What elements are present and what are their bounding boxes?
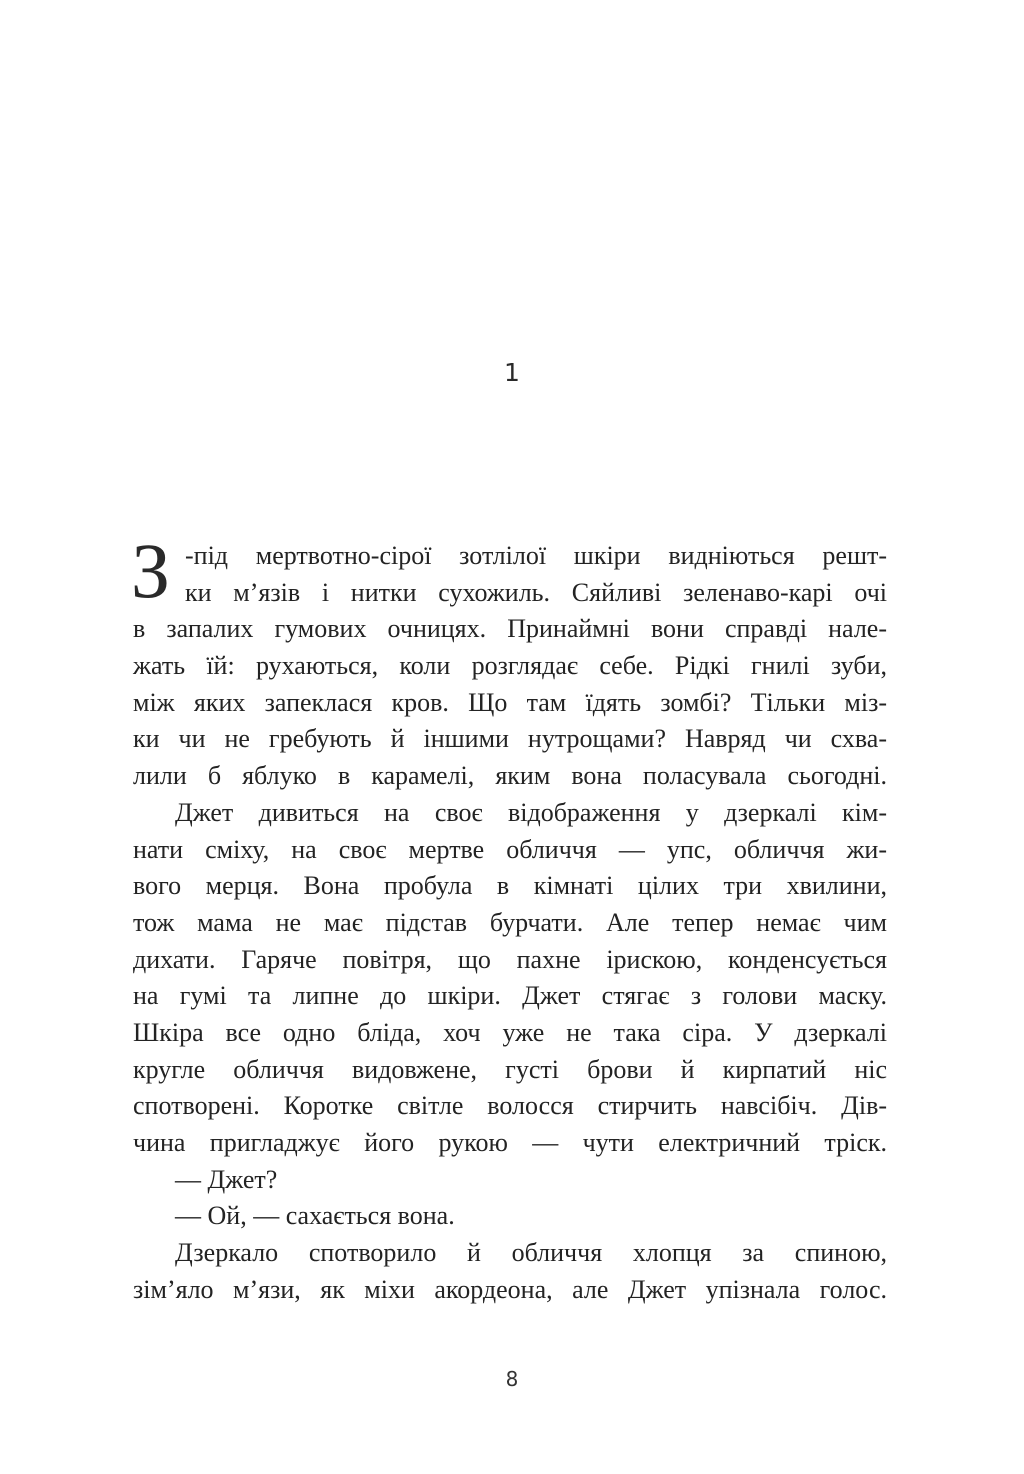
text-line: на гумі та липне до шкіри. Джет стягає з голови маску. [133, 981, 887, 1011]
text-line: чина пригладжує його рукою — чути електричний тріск. [133, 1128, 887, 1157]
text-line: Шкіра все одно бліда, хоч уже не така сіра. У дзеркалі [133, 1017, 887, 1047]
text-line: тож мама не має підстав бурчати. Але тепер немає чим [133, 907, 887, 937]
text-line: Дзеркало спотворило й обличчя хлопця за спиною, [175, 1238, 887, 1268]
text-line: кругле обличчя видовжене, густі брови й кирпатий ніс [133, 1054, 887, 1084]
dialogue-line: — Ой, — сахається вона. [175, 1201, 455, 1231]
text-line: ки м’язів і нитки сухожиль. Сяйливі зеленаво-карі очі [185, 577, 887, 607]
text-line: ки чи не гребують й іншими нутрощами? Навряд чи схва- [133, 724, 887, 754]
text-line: дихати. Гаряче повітря, що пахне ірискою, конденсується [133, 944, 887, 974]
drop-cap: З [131, 527, 171, 614]
text-line: вого мерця. Вона пробула в кімнаті цілих три хвилини, [133, 871, 887, 901]
dialogue-line: — Джет? [175, 1164, 278, 1194]
text-line: між яких запеклася кров. Що там їдять зомбі? Тільки міз- [133, 687, 887, 717]
text-line: в запалих гумових очницях. Принаймні вони справді нале- [133, 614, 887, 644]
text-line: нати сміху, на своє мертве обличчя — упс, обличчя жи- [133, 834, 887, 864]
chapter-number: 1 [504, 358, 520, 387]
text-line: лили б яблуко в карамелі, яким вона поласувала сьогодні. [133, 761, 887, 791]
text-line: -під мертвотно-сірої зотлілої шкіри видніються решт- [185, 541, 887, 570]
text-line: спотворені. Коротке світле волосся стирчить навсібіч. Дів- [133, 1091, 887, 1121]
text-line: Джет дивиться на своє відображення у дзеркалі кім- [175, 797, 887, 827]
text-line: зім’яло м’язи, як міхи акордеона, але Джет упізнала голос. [133, 1274, 887, 1304]
page-number: 8 [505, 1367, 519, 1391]
text-line: жать їй: рухаються, коли розглядає себе. Рідкі гнилі зуби, [133, 651, 887, 681]
chapter-body-text [131, 527, 887, 1308]
